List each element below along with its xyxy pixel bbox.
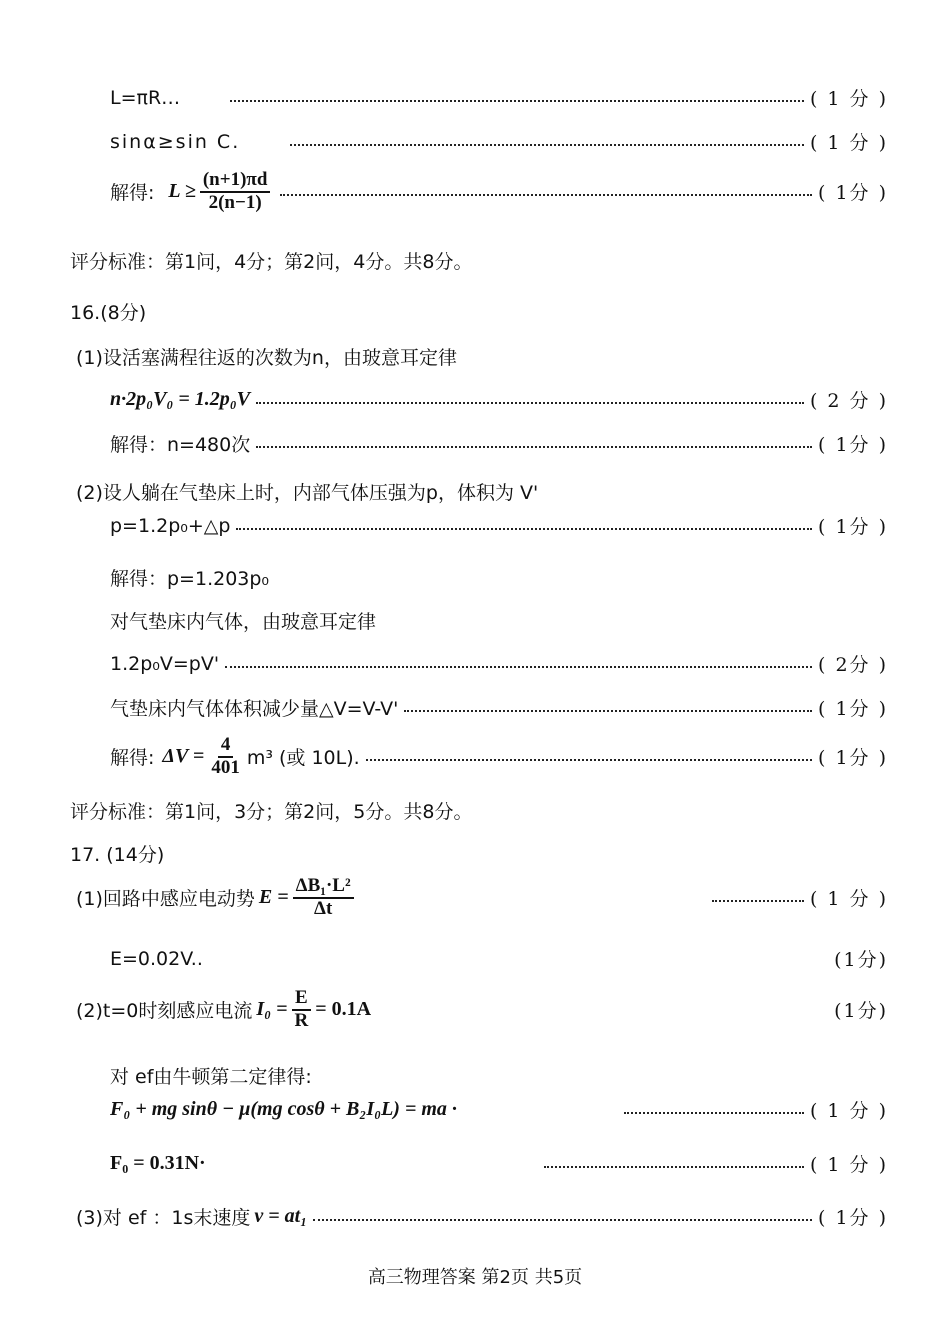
page-footer: 高三物理答案 第2页 共5页	[367, 1267, 583, 1288]
equation-lhs: E =	[258, 886, 289, 909]
points-label: ( 1 分 )	[809, 1154, 888, 1176]
leader-dots	[225, 666, 812, 668]
fraction	[293, 876, 354, 920]
result-label: 解得:	[110, 182, 155, 205]
result-16-2: 解得：p=1.203p₀	[110, 568, 270, 590]
fraction-denominator: Δt	[314, 897, 333, 919]
equation-text: E=0.02V..	[110, 947, 203, 970]
leader-dots	[256, 402, 804, 404]
question-16-part-1: (1)设活塞满程往返的次数为n，由玻意耳定律	[76, 347, 457, 369]
question-16-part-2: (2)设人躺在气垫床上时，内部气体压强为p，体积为 V'	[76, 482, 539, 504]
equation-rest: = 0.1A	[315, 998, 372, 1021]
equation-text: L=πR…	[110, 86, 181, 109]
leader-dots	[280, 194, 812, 196]
points-label: ( 2分 )	[818, 654, 888, 676]
question-17-part-3	[76, 1203, 888, 1230]
points-label: ( 1分 )	[818, 434, 888, 456]
leader-dots	[624, 1112, 804, 1114]
fraction-numerator: E	[292, 988, 311, 1011]
equation-math: v = at₁	[254, 1205, 308, 1227]
points-label: ( 1分 )	[818, 182, 888, 205]
leader-dots	[236, 528, 812, 530]
points-label: ( 1 分 )	[809, 132, 888, 154]
answer-line-L-result	[110, 170, 888, 214]
points-label: (1分)	[834, 949, 888, 971]
question-17-part-1	[76, 876, 888, 920]
points-label: ( 1 分 )	[809, 88, 888, 110]
fraction-denominator: 2(n−1)	[208, 191, 262, 213]
equation-17-f0	[110, 1150, 888, 1177]
paragraph-newton: 对 ef由牛顿第二定律得:	[110, 1066, 312, 1088]
answer-line-sin	[110, 128, 888, 155]
equation-text: (1)回路中感应电动势	[76, 888, 255, 911]
fraction-numerator: ΔB₁·L²	[293, 876, 354, 899]
fraction	[200, 170, 271, 214]
leader-dots	[366, 759, 812, 761]
leader-dots	[290, 144, 804, 146]
question-17-part-2	[76, 988, 888, 1032]
fraction	[292, 988, 312, 1032]
fraction	[208, 735, 243, 779]
equation-16-2	[110, 512, 888, 539]
points-label: ( 1分 )	[818, 747, 888, 770]
result-16-3	[110, 735, 888, 779]
equation-text: sinα≥sin C.	[110, 130, 241, 153]
leader-dots	[544, 1166, 804, 1168]
equation-text: 1.2p₀V=pV'	[110, 652, 220, 675]
leader-dots	[712, 900, 804, 902]
points-label: ( 1分 )	[818, 516, 888, 538]
equation-rest: m³ (或 10L).	[246, 747, 360, 770]
equation-16-3	[110, 650, 888, 677]
result-label: 解得:	[110, 747, 155, 770]
fraction-denominator: R	[294, 1009, 309, 1031]
points-label: ( 1 分 )	[809, 1100, 888, 1122]
equation-lhs: ΔV =	[162, 745, 205, 768]
paragraph-boyle: 对气垫床内气体，由玻意耳定律	[110, 611, 377, 633]
equation-16-1	[110, 386, 888, 413]
fraction-denominator: 401	[211, 756, 240, 778]
equation-text: 气垫床内气体体积减少量△V=V-V'	[110, 698, 399, 720]
result-16-1	[110, 430, 888, 457]
points-label: ( 1 分 )	[809, 888, 888, 911]
equation-text: p=1.2p₀+△p	[110, 514, 231, 537]
answer-line-L	[110, 84, 888, 111]
scoring-criteria-16: 评分标准：第1问，3分；第2问，5分。共8分。	[70, 801, 473, 823]
equation-text: F₀ = 0.31N·	[110, 1152, 206, 1174]
fraction-numerator: (n+1)πd	[200, 170, 271, 193]
equation-text: (3)对 ef ：1s末速度	[76, 1207, 251, 1229]
points-label: ( 1分 )	[818, 698, 888, 720]
question-17-heading: 17. (14分)	[70, 844, 165, 866]
e-value	[110, 945, 888, 972]
equation-text: F₀ + mg sinθ − μ(mg cosθ + B₂I₀L) = ma ·	[110, 1098, 457, 1120]
points-label: (1分)	[834, 1000, 888, 1023]
leader-dots	[256, 446, 812, 448]
question-16-heading: 16.(8分)	[70, 302, 147, 324]
points-label: ( 1分 )	[818, 1207, 888, 1229]
scoring-criteria-15: 评分标准：第1问，4分；第2问，4分。共8分。	[70, 251, 473, 273]
equation-lhs: I₀ =	[256, 998, 288, 1021]
equation-text: 解得：n=480次	[110, 434, 251, 456]
leader-dots	[230, 100, 804, 102]
leader-dots	[404, 710, 812, 712]
fraction-numerator: 4	[218, 735, 234, 758]
equation-16-4	[110, 694, 888, 721]
equation-lhs: L ≥	[168, 180, 196, 203]
equation-17-force	[110, 1096, 888, 1123]
points-label: ( 2 分 )	[809, 390, 888, 412]
equation-text: n·2p₀V₀ = 1.2p₀V	[110, 388, 251, 410]
leader-dots	[313, 1219, 812, 1221]
equation-text: (2)t=0时刻感应电流	[76, 1000, 253, 1023]
